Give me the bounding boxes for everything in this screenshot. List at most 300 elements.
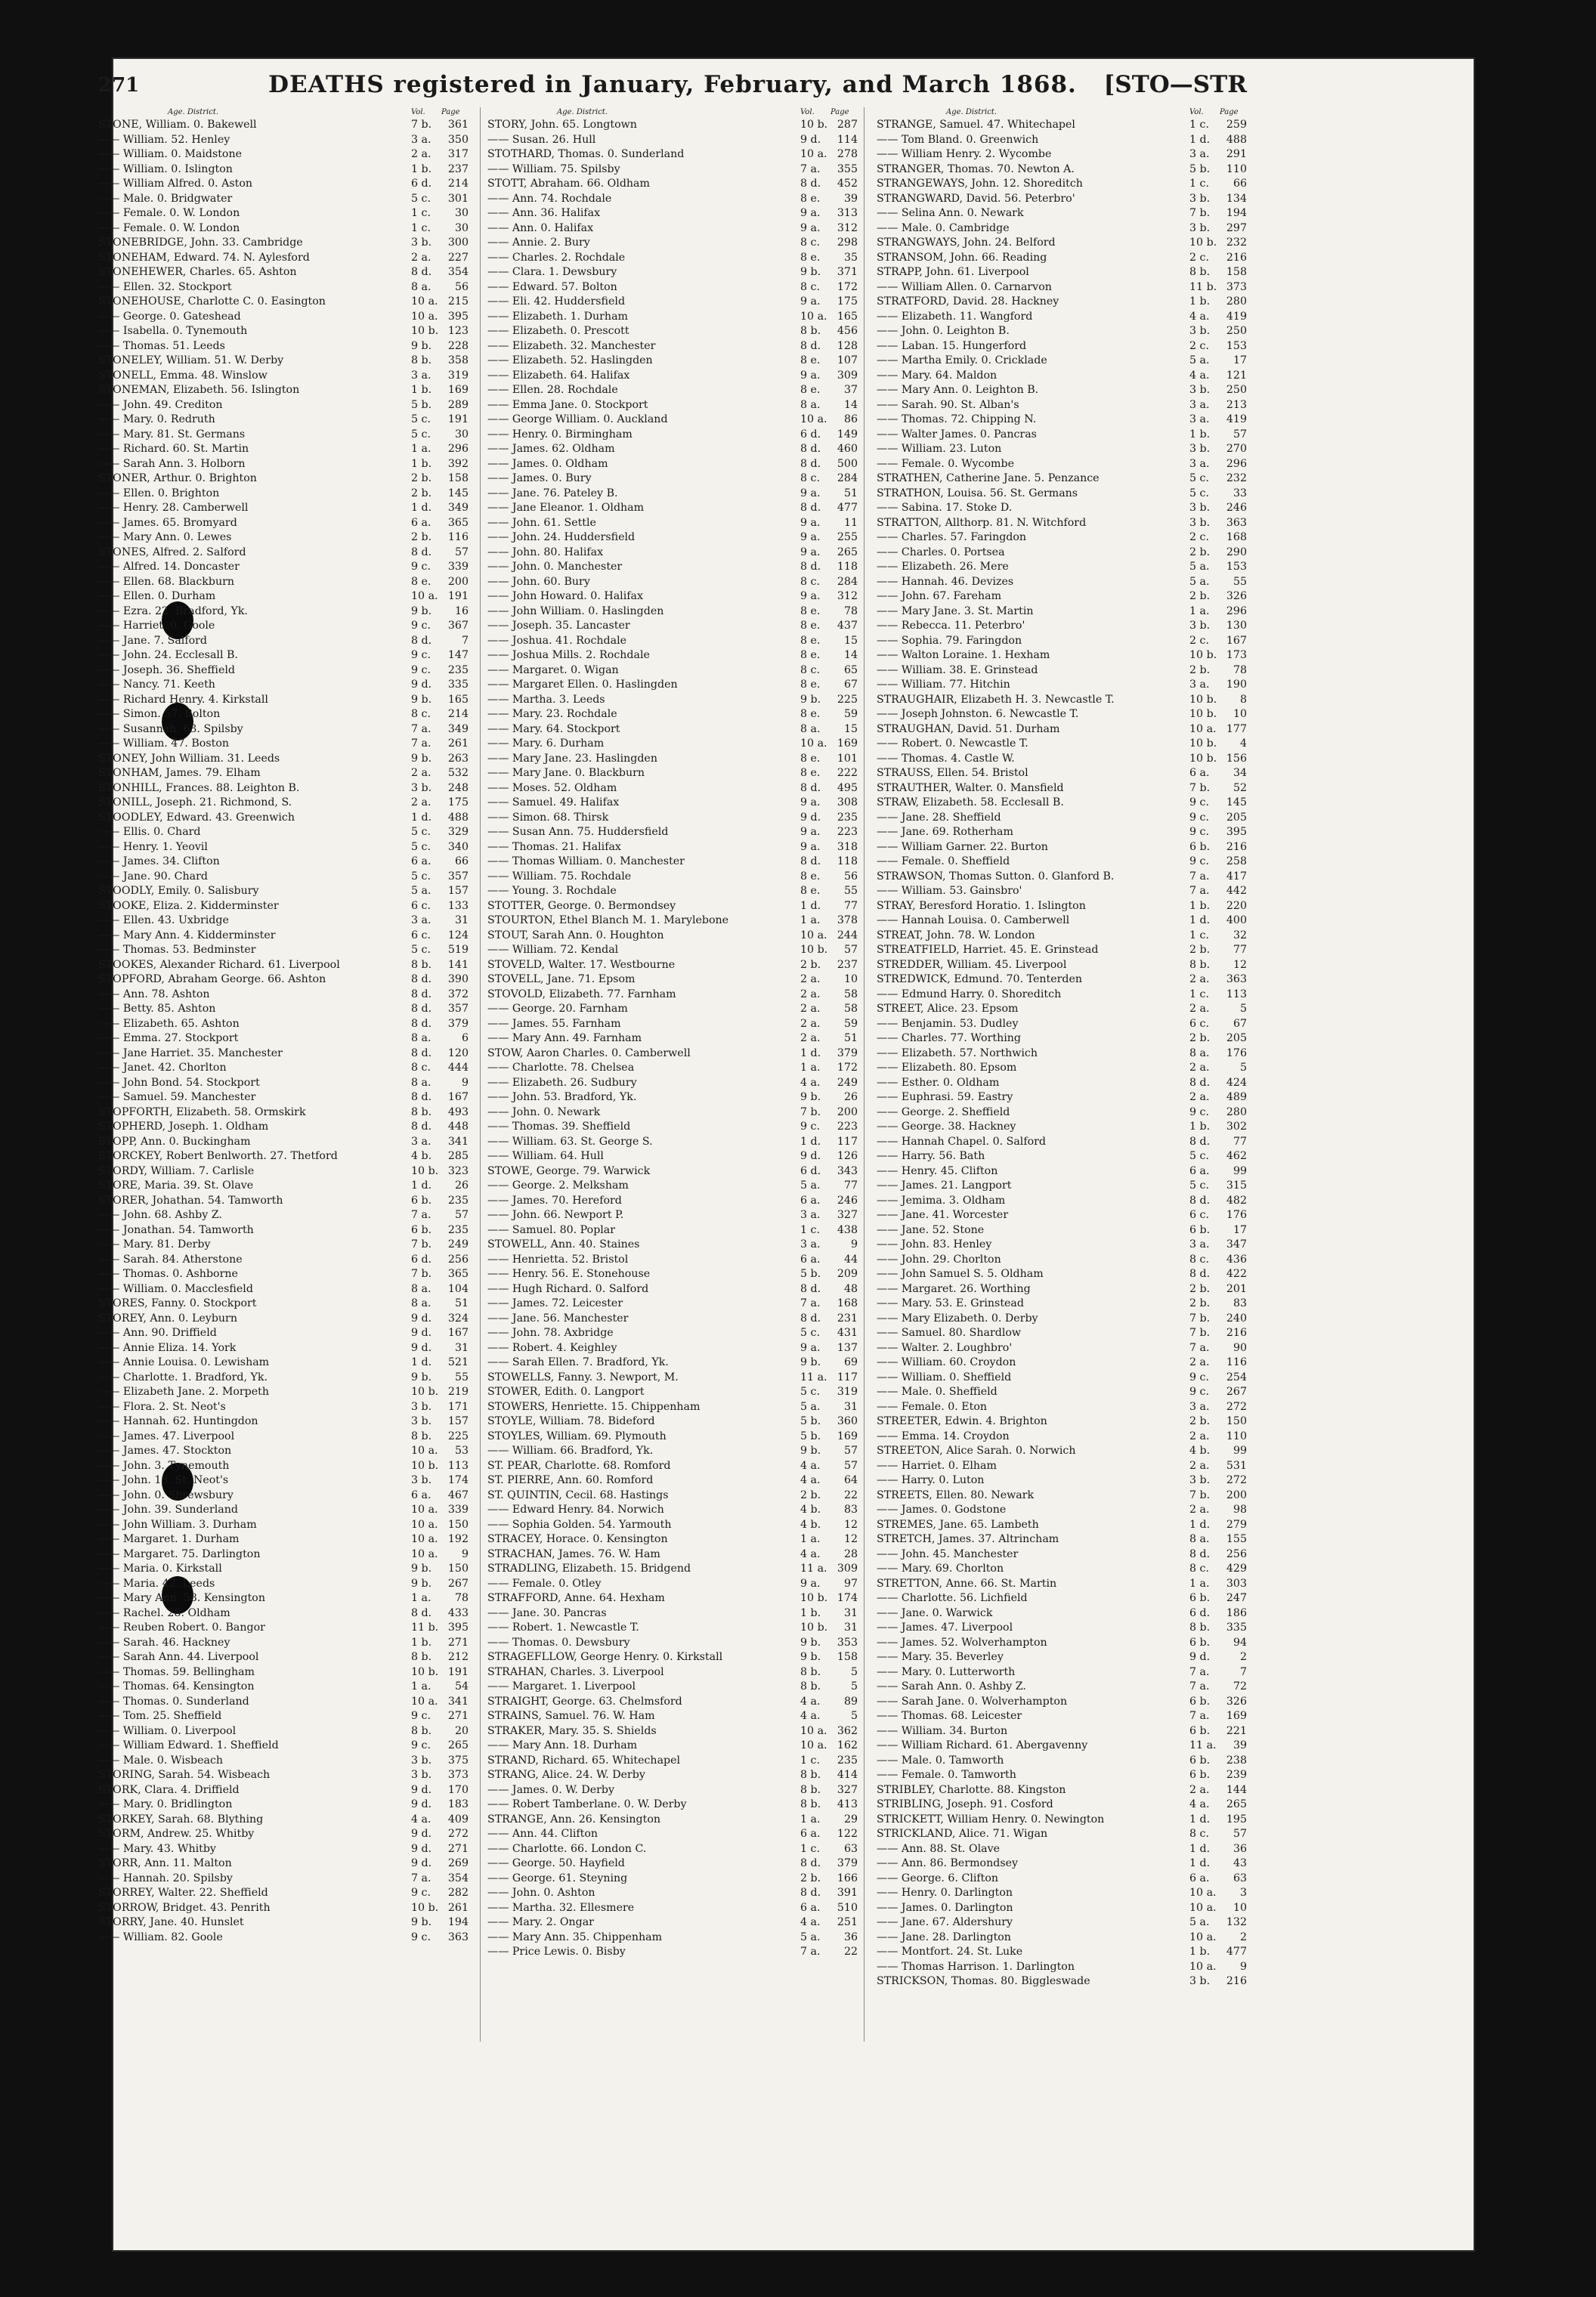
entry-name: STRANGWAYS, John. 24. Belford — [877, 237, 1056, 249]
vol-header: Vol. — [800, 108, 815, 116]
entry-name: —— William. 34. Burton — [877, 1724, 1008, 1737]
entry-volume: 6 d. — [411, 178, 432, 190]
entry-page: 258 — [1226, 855, 1247, 867]
entry-volume: 8 d. — [800, 443, 821, 455]
register-entry — [98, 972, 469, 988]
entry-page: 162 — [837, 1739, 858, 1751]
entry-volume: 2 b. — [1189, 663, 1211, 676]
entry-page: 500 — [837, 457, 858, 470]
entry-page: 343 — [837, 1164, 858, 1177]
entry-volume: 3 b. — [1189, 502, 1211, 514]
entry-name: STORM, Andrew. 25. Whitby — [98, 1828, 255, 1840]
register-entry — [487, 781, 858, 796]
entry-name: —— Eli. 42. Huddersfield — [487, 295, 626, 308]
register-entry — [487, 324, 858, 339]
register-entry — [487, 546, 858, 561]
entry-volume: 10 b. — [411, 1164, 439, 1177]
register-entry — [487, 589, 858, 604]
register-entry — [877, 1591, 1247, 1606]
entry-name: STREETON, Alice Sarah. 0. Norwich — [877, 1445, 1076, 1457]
entry-name: STOPHERD, Joseph. 1. Oldham — [98, 1121, 269, 1133]
entry-volume: 1 a. — [800, 914, 821, 926]
entry-name: —— Elizabeth. 57. Northwich — [877, 1046, 1038, 1059]
entry-name: STRAUTHER, Walter. 0. Mansfield — [877, 781, 1064, 794]
entry-name: —— Robert Tamberlane. 0. W. Derby — [487, 1798, 687, 1810]
register-entry — [98, 855, 469, 870]
entry-page: 285 — [447, 1150, 469, 1162]
register-entry — [877, 737, 1247, 752]
entry-volume: 1 b. — [1189, 1946, 1211, 1958]
entry-name: —— John. 66. Newport P. — [487, 1209, 624, 1221]
entry-page: 57 — [1233, 428, 1247, 441]
entry-page: 176 — [1226, 1046, 1247, 1059]
entry-name: —— James. 70. Hereford — [487, 1194, 622, 1207]
register-entry — [98, 1046, 469, 1062]
entry-page: 205 — [1226, 1032, 1247, 1044]
register-entry — [487, 1695, 858, 1710]
register-entry — [487, 369, 858, 384]
entry-volume: 1 a. — [800, 1813, 821, 1826]
register-entry — [98, 1886, 469, 1901]
entry-volume: 5 a. — [800, 1931, 821, 1943]
entry-volume: 1 b. — [1189, 899, 1211, 912]
register-entry — [98, 206, 469, 221]
entry-page: 282 — [447, 1887, 469, 1899]
entry-name: —— Thomas. 51. Leeds — [98, 339, 225, 352]
entry-page: 158 — [447, 472, 469, 484]
entry-volume: 6 b. — [1189, 1636, 1211, 1649]
entry-volume: 7 b. — [1189, 781, 1211, 794]
entry-page: 324 — [447, 1312, 469, 1325]
entry-name: STRIBLING, Joseph. 91. Cosford — [877, 1798, 1053, 1810]
entry-volume: 7 a. — [1189, 1680, 1210, 1693]
entry-volume: 9 c. — [411, 561, 431, 573]
entry-volume: 10 b. — [411, 1459, 439, 1472]
register-entry — [487, 737, 858, 752]
register-entry — [98, 884, 469, 899]
entry-name: —— George William. 0. Auckland — [487, 413, 668, 425]
register-entry — [877, 707, 1247, 722]
entry-volume: 10 b. — [1189, 737, 1217, 750]
entry-page: 51 — [843, 487, 858, 499]
entry-volume: 8 e. — [800, 885, 821, 897]
register-entry — [877, 811, 1247, 826]
entry-page: 15 — [843, 634, 858, 647]
entry-page: 358 — [447, 354, 469, 366]
register-entry — [98, 1253, 469, 1268]
register-entry — [877, 899, 1247, 914]
entry-name: —— Mary Ann. 0. Lewes — [98, 531, 232, 543]
entry-name: —— Simon. 57. Bolton — [98, 708, 221, 720]
register-entry — [487, 1076, 858, 1091]
entry-volume: 9 d. — [411, 679, 432, 691]
entry-page: 31 — [843, 1622, 858, 1634]
entry-volume: 8 d. — [411, 973, 432, 985]
entry-page: 77 — [843, 1179, 858, 1192]
entry-page: 117 — [837, 1135, 858, 1148]
entry-page: 246 — [1226, 502, 1247, 514]
entry-name: —— Thomas William. 0. Manchester — [487, 855, 685, 867]
entry-name: —— John. 18. St. Neot's — [98, 1474, 229, 1486]
register-entry — [487, 398, 858, 413]
register-entry — [487, 766, 858, 781]
entry-name: STRATHEN, Catherine Jane. 5. Penzance — [877, 472, 1100, 484]
entry-page: 289 — [447, 398, 469, 411]
entry-volume: 2 c. — [1189, 339, 1209, 352]
entry-name: —— Henry. 1. Yeovil — [98, 840, 208, 853]
entry-volume: 8 b. — [800, 1769, 821, 1781]
register-entry — [877, 722, 1247, 737]
entry-name: —— William. 60. Croydon — [877, 1356, 1016, 1368]
entry-name: —— James. 47. Liverpool — [877, 1622, 1013, 1634]
entry-name: —— Ann. 86. Bermondsey — [877, 1857, 1019, 1869]
entry-page: 168 — [837, 1297, 858, 1309]
entry-volume: 2 a. — [800, 1032, 821, 1044]
register-entry — [487, 1326, 858, 1341]
entry-volume: 8 a. — [411, 1297, 431, 1309]
register-entry — [98, 147, 469, 162]
entry-name: —— Hannah. 62. Huntingdon — [98, 1415, 258, 1427]
entry-page: 347 — [1226, 1238, 1247, 1251]
entry-page: 250 — [1226, 384, 1247, 396]
entry-volume: 1 c. — [1189, 929, 1209, 941]
register-entry — [487, 1768, 858, 1783]
register-entry — [487, 914, 858, 929]
entry-volume: 11 a. — [800, 1563, 827, 1575]
register-entry — [98, 663, 469, 679]
register-entry — [487, 1297, 858, 1312]
register-entry — [98, 914, 469, 929]
entry-volume: 6 a. — [800, 1194, 821, 1207]
entry-page: 357 — [447, 870, 469, 883]
entry-volume: 8 d. — [1189, 1135, 1211, 1148]
page-header-label: Page — [1220, 108, 1239, 116]
entry-page: 355 — [837, 162, 858, 175]
register-entry — [98, 1547, 469, 1563]
register-entry — [877, 1503, 1247, 1518]
register-column-2 — [487, 107, 858, 2042]
entry-volume: 3 b. — [1189, 443, 1211, 455]
entry-volume: 3 b. — [1189, 221, 1211, 234]
entry-page: 169 — [1226, 1710, 1247, 1722]
entry-name: STOODLEY, Edward. 43. Greenwich — [98, 811, 295, 824]
entry-page: 419 — [1226, 413, 1247, 425]
entry-page: 272 — [1226, 1400, 1247, 1413]
entry-name: —— Female. 0. Eton — [877, 1400, 987, 1413]
entry-name: —— Susan. 26. Hull — [487, 133, 596, 146]
entry-name: —— Female. 0. W. London — [98, 207, 240, 219]
register-entry — [98, 1459, 469, 1474]
entry-name: —— Hannah. 20. Spilsby — [98, 1872, 233, 1884]
entry-volume: 9 b. — [411, 604, 432, 617]
entry-page: 261 — [447, 1901, 469, 1914]
entry-name: STONEHOUSE, Charlotte C. 0. Easington — [98, 295, 326, 308]
entry-volume: 2 a. — [1189, 1062, 1210, 1074]
entry-volume: 1 a. — [1189, 604, 1210, 617]
entry-name: STOYLES, William. 69. Plymouth — [487, 1430, 667, 1442]
entry-name: —— Tom Bland. 0. Greenwich — [877, 133, 1039, 146]
entry-page: 2 — [1239, 1931, 1247, 1943]
entry-name: —— Alfred. 14. Doncaster — [98, 561, 240, 573]
entry-volume: 4 a. — [800, 1547, 821, 1560]
entry-name: STRICKLAND, Alice. 71. Wigan — [877, 1828, 1048, 1840]
register-entry — [98, 1591, 469, 1606]
entry-volume: 9 b. — [800, 1636, 821, 1649]
entry-name: —— Margaret. 1. Liverpool — [487, 1680, 636, 1693]
entry-volume: 10 a. — [411, 590, 438, 602]
entry-volume: 6 a. — [411, 516, 431, 529]
register-entry — [98, 1356, 469, 1371]
entry-page: 232 — [1226, 472, 1247, 484]
entry-name: —— Martha. 3. Leeds — [487, 693, 605, 706]
register-entry — [487, 1680, 858, 1695]
entry-volume: 8 b. — [411, 1724, 432, 1737]
entry-volume: 9 a. — [800, 590, 821, 602]
entry-volume: 8 b. — [411, 1430, 432, 1442]
register-entry — [487, 1827, 858, 1842]
entry-name: —— George. 0. Gateshead — [98, 310, 241, 323]
register-entry — [877, 1547, 1247, 1563]
register-entry — [98, 339, 469, 354]
entry-name: —— Sarah Jane. 0. Wolverhampton — [877, 1695, 1068, 1708]
entry-page: 33 — [1233, 487, 1247, 499]
entry-page: 55 — [454, 1371, 469, 1383]
register-entry — [487, 413, 858, 428]
entry-volume: 1 b. — [411, 162, 432, 175]
entry-volume: 2 b. — [1189, 590, 1211, 602]
register-entry — [877, 781, 1247, 796]
register-entry — [877, 1473, 1247, 1489]
entry-name: —— John. 61. Settle — [487, 516, 596, 529]
entry-list — [98, 118, 469, 1945]
register-entry — [98, 811, 469, 826]
entry-page: 64 — [843, 1474, 858, 1486]
entry-page: 326 — [1226, 590, 1247, 602]
register-entry — [877, 1901, 1247, 1916]
entry-volume: 7 b. — [411, 1268, 432, 1280]
register-entry — [98, 1636, 469, 1651]
entry-volume: 2 b. — [800, 1489, 821, 1501]
entry-name: STOODLY, Emily. 0. Salisbury — [98, 885, 259, 897]
entry-name: —— James. 0. Darlington — [877, 1901, 1013, 1914]
entry-name: —— John Bond. 54. Stockport — [98, 1076, 260, 1089]
entry-volume: 2 b. — [1189, 1415, 1211, 1427]
register-entry — [877, 1149, 1247, 1164]
register-entry — [487, 428, 858, 443]
entry-name: —— Mary. 23. Rochdale — [487, 708, 617, 720]
entry-page: 56 — [843, 870, 858, 883]
entry-name: —— Thomas. 0. Sunderland — [98, 1695, 249, 1708]
entry-page: 315 — [1226, 1179, 1247, 1192]
entry-page: 216 — [1226, 251, 1247, 264]
entry-name: —— Janet. 42. Chorlton — [98, 1062, 227, 1074]
entry-name: —— Margaret. 75. Darlington — [98, 1547, 261, 1560]
entry-page: 137 — [837, 1341, 858, 1354]
entry-name: —— Mary. 0. Bridlington — [98, 1798, 233, 1810]
entry-volume: 10 a. — [800, 413, 827, 425]
entry-name: —— Ellen. 28. Rochdale — [487, 384, 618, 396]
register-entry — [487, 471, 858, 487]
register-entry — [877, 914, 1247, 929]
entry-page: 361 — [447, 119, 469, 131]
entry-name: —— William. 0. Islington — [98, 162, 233, 175]
register-entry — [487, 1061, 858, 1076]
entry-page: 477 — [837, 502, 858, 514]
entry-volume: 4 a. — [800, 1474, 821, 1486]
entry-volume: 2 a. — [1189, 1091, 1210, 1103]
entry-page: 216 — [1226, 1327, 1247, 1339]
entry-name: STOYLE, William. 78. Bideford — [487, 1415, 655, 1427]
entry-page: 223 — [837, 1121, 858, 1133]
register-entry — [487, 1282, 858, 1297]
entry-volume: 5 c. — [411, 840, 431, 853]
entry-page: 12 — [843, 1518, 858, 1531]
register-entry — [98, 1120, 469, 1135]
entry-page: 150 — [1226, 1415, 1247, 1427]
entry-page: 373 — [447, 1769, 469, 1781]
entry-name: —— Sarah Ellen. 7. Bradford, Yk. — [487, 1356, 669, 1368]
entry-page: 279 — [1226, 1518, 1247, 1531]
entry-volume: 2 b. — [1189, 944, 1211, 956]
entry-page: 169 — [447, 384, 469, 396]
entry-page: 97 — [843, 1577, 858, 1590]
entry-page: 256 — [1226, 1547, 1247, 1560]
entry-name: —— Emma. 14. Croydon — [877, 1430, 1010, 1442]
register-entry — [487, 958, 858, 973]
register-entry — [877, 1400, 1247, 1415]
entry-volume: 3 a. — [800, 1209, 821, 1221]
entry-name: —— Jane Eleanor. 1. Oldham — [487, 502, 645, 514]
entry-name: —— Elizabeth. 1. Durham — [487, 310, 628, 323]
entry-name: STONES, Alfred. 2. Salford — [98, 546, 246, 558]
entry-page: 14 — [843, 649, 858, 661]
entry-volume: 2 a. — [1189, 1003, 1210, 1015]
entry-name: —— Ann. 78. Ashton — [98, 988, 210, 1000]
entry-volume: 3 b. — [411, 1400, 432, 1413]
entry-page: 5 — [1239, 1062, 1247, 1074]
register-entry — [98, 589, 469, 604]
entry-page: 429 — [1226, 1563, 1247, 1575]
register-entry — [877, 958, 1247, 973]
register-entry — [487, 1621, 858, 1636]
entry-volume: 2 b. — [800, 1872, 821, 1884]
register-entry — [98, 133, 469, 148]
entry-page: 67 — [1233, 1017, 1247, 1030]
entry-page: 212 — [447, 1651, 469, 1663]
entry-page: 413 — [837, 1798, 858, 1810]
entry-name: STRETTON, Anne. 66. St. Martin — [877, 1577, 1057, 1590]
register-entry — [487, 1518, 858, 1533]
entry-page: 22 — [843, 1489, 858, 1501]
entry-page: 225 — [447, 1430, 469, 1442]
entry-volume: 8 b. — [1189, 266, 1211, 278]
entry-name: —— Betty. 85. Ashton — [98, 1003, 216, 1015]
entry-volume: 8 a. — [411, 1032, 431, 1044]
entry-name: —— Richard. 60. St. Martin — [98, 443, 249, 455]
entry-page: 482 — [1226, 1194, 1247, 1207]
register-entry — [877, 634, 1247, 649]
entry-volume: 1 d. — [411, 811, 432, 824]
entry-volume: 1 a. — [411, 1680, 431, 1693]
entry-page: 249 — [837, 1076, 858, 1089]
register-entry — [487, 1739, 858, 1754]
entry-volume: 7 b. — [411, 119, 432, 131]
register-entry — [877, 1813, 1247, 1828]
entry-volume: 7 a. — [1189, 1710, 1210, 1722]
entry-page: 58 — [843, 988, 858, 1000]
register-entry — [487, 678, 858, 693]
entry-volume: 4 a. — [411, 1813, 431, 1826]
entry-name: STRAUGHAN, David. 51. Durham — [877, 722, 1060, 735]
entry-name: STRAINS, Samuel. 76. W. Ham — [487, 1710, 655, 1722]
entry-volume: 8 b. — [411, 1105, 432, 1118]
register-entry — [487, 972, 858, 988]
entry-name: —— Ellen. 68. Blackburn — [98, 575, 235, 588]
entry-name: —— Charles. 2. Rochdale — [487, 251, 626, 264]
register-entry — [877, 1253, 1247, 1268]
entry-page: 231 — [837, 1312, 858, 1325]
register-entry — [98, 634, 469, 649]
entry-name: —— John. 45. Manchester — [877, 1547, 1019, 1560]
entry-volume: 1 d. — [1189, 1518, 1211, 1531]
entry-volume: 3 b. — [1189, 325, 1211, 337]
entry-name: —— Annie Eliza. 14. York — [98, 1341, 237, 1354]
register-entry — [877, 648, 1247, 663]
register-entry — [98, 251, 469, 266]
entry-page: 194 — [1226, 207, 1247, 219]
entry-volume: 6 c. — [1189, 1209, 1209, 1221]
entry-name: —— Clara. 1. Dewsbury — [487, 266, 617, 278]
entry-page: 326 — [1226, 1695, 1247, 1708]
register-entry — [98, 840, 469, 855]
entry-name: STRAY, Beresford Horatio. 1. Islington — [877, 899, 1086, 912]
entry-page: 121 — [1226, 369, 1247, 382]
register-entry — [487, 1650, 858, 1665]
register-entry — [877, 1754, 1247, 1769]
entry-volume: 2 a. — [1189, 1356, 1210, 1368]
entry-volume: 7 a. — [800, 1946, 821, 1958]
entry-name: —— Edward Henry. 84. Norwich — [487, 1504, 664, 1516]
register-entry — [98, 1724, 469, 1739]
entry-page: 22 — [843, 1946, 858, 1958]
entry-name: —— Charlotte. 1. Bradford, Yk. — [98, 1371, 268, 1383]
entry-name: —— Thomas. 59. Bellingham — [98, 1665, 255, 1678]
entry-page: 379 — [837, 1046, 858, 1059]
entry-name: —— Charlotte. 78. Chelsea — [487, 1062, 635, 1074]
entry-name: —— Mary. 81. Derby — [98, 1238, 211, 1251]
entry-page: 313 — [837, 207, 858, 219]
entry-volume: 5 b. — [800, 1268, 821, 1280]
register-entry — [877, 619, 1247, 634]
entry-volume: 2 b. — [1189, 1032, 1211, 1044]
entry-volume: 8 d. — [1189, 1547, 1211, 1560]
register-entry — [98, 471, 469, 487]
register-entry — [98, 1105, 469, 1121]
column-header — [98, 107, 469, 118]
entry-volume: 8 b. — [1189, 1622, 1211, 1634]
entry-volume: 5 c. — [1189, 1150, 1209, 1162]
entry-page: 157 — [447, 885, 469, 897]
entry-volume: 9 a. — [800, 826, 821, 838]
entry-volume: 4 b. — [800, 1504, 821, 1516]
entry-page: 34 — [1233, 767, 1247, 779]
entry-page: 172 — [837, 280, 858, 293]
entry-name: STONELEY, William. 51. W. Derby — [98, 354, 284, 366]
entry-name: —— Walter. 2. Loughbro' — [877, 1341, 1013, 1354]
register-entry — [98, 870, 469, 885]
entry-volume: 1 a. — [800, 1533, 821, 1545]
entry-page: 170 — [447, 1783, 469, 1796]
